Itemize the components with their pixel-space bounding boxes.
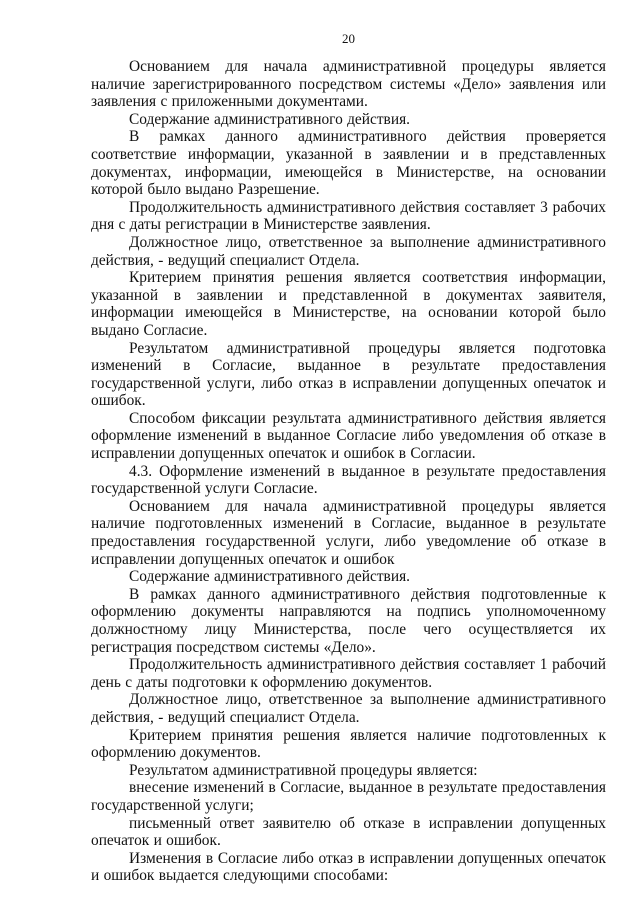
paragraph-responsible-official-2: Должностное лицо, ответственное за выполнение административного действия, - ведущий специалист Отдела. [91,691,606,726]
paragraph-decision-criterion: Критерием принятия решения является соответствия информации, указанной в заявлении и представленной в документах заявителя, информации имеющейся в Министерстве, на основании которой было выдано Согласие. [91,269,606,339]
paragraph-signature-registration: В рамках данного административного действия подготовленные к оформлению документы направляются на подпись уполномоченному должностному лицу Министерства, после чего осуществляется их регистрация посредством системы «Дело». [91,585,606,656]
page-number: 20 [342,31,355,46]
paragraph-duration: Продолжительность административного действия составляет 3 рабочих дня с даты регистрации в Министерстве заявления. [91,198,606,234]
paragraph-duration-2: Продолжительность административного действия составляет 1 рабочий день с даты подготовки к оформлению документов. [91,656,606,691]
paragraph-verification: В рамках данного административного действия проверяется соответствие информации, указанной в заявлении и в представленных документах, информации, имеющейся в Министерстве, на основании которой было выдано Разрешение. [91,128,606,199]
paragraph-procedure-result: Результатом административной процедуры является подготовка изменений в Согласие, выданное в результате предоставления государственной услуги, либо отказ в исправлении допущенных опечаток и ошибок. [91,339,606,410]
paragraph-basis-start: Основанием для начала административной процедуры является наличие зарегистрированного посредством системы «Дело» заявления или заявления с приложенными документами. [91,58,606,111]
paragraph-result-item-refusal: письменный ответ заявителю об отказе в исправлении допущенных опечаток и ошибок. [91,814,606,850]
paragraph-action-content: Содержание административного действия. [129,110,410,128]
paragraph-action-content-2: Содержание административного действия. [129,568,410,586]
paragraph-result-fixation: Способом фиксации результата административного действия является оформление изменений в выданное Согласие либо уведомления об отказе в исправлении допущенных опечаток и ошибок в Согласии. [91,409,606,463]
paragraph-section-4-3: 4.3. Оформление изменений в выданное в результате предоставления государственной услуги Согласие. [91,462,606,498]
paragraph-result-item-changes: внесение изменений в Согласие, выданное в результате предоставления государственной услуги; [91,779,606,814]
paragraph-issuance-methods: Изменения в Согласие либо отказ в исправлении допущенных опечаток и ошибок выдается следующими способами: [91,849,606,885]
paragraph-decision-criterion-2: Критерием принятия решения является наличие подготовленных к оформлению документов. [91,726,606,762]
paragraph-responsible-official: Должностное лицо, ответственное за выполнение административного действия, - ведущий специалист Отдела. [91,233,606,269]
paragraph-procedure-result-2: Результатом административной процедуры является: [129,761,478,779]
paragraph-basis-start-2: Основанием для начала административной процедуры является наличие подготовленных изменений в Согласие, выданное в результате предоставления государственной услуги, либо уведомление об отказе в исправлении допущенных опечаток и ошибок [91,497,606,568]
